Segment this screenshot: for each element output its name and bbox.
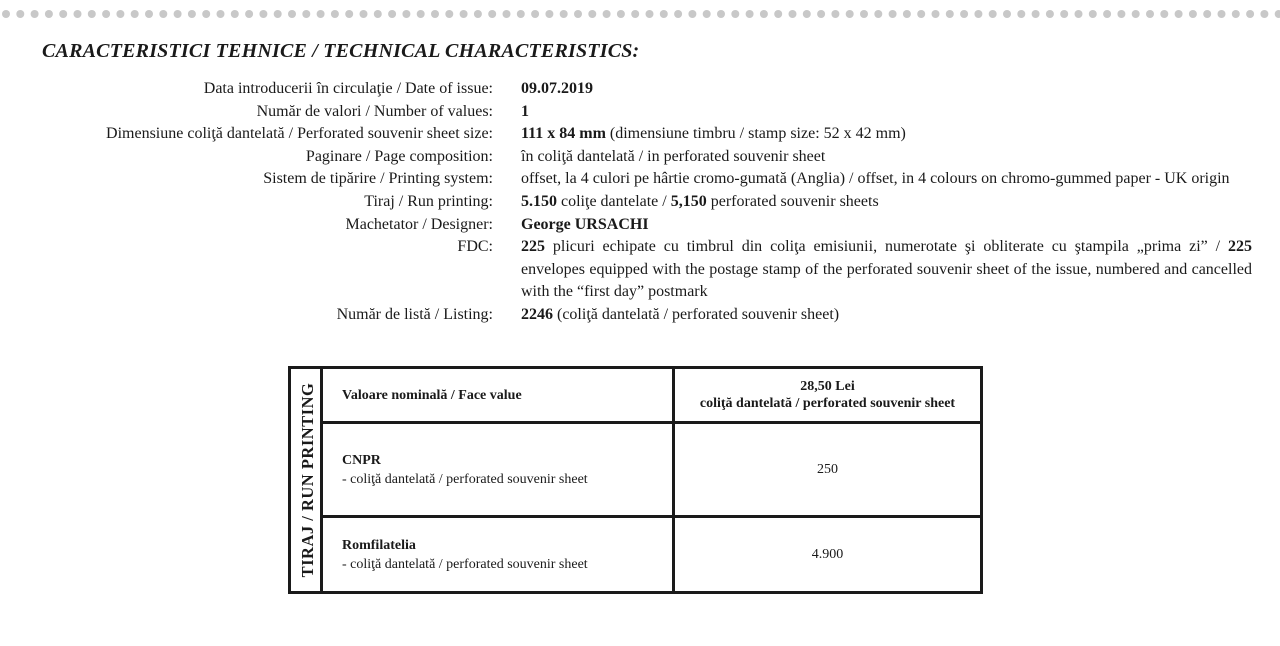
border-dot [145,10,153,18]
spec-label: FDC: [457,238,493,256]
header-face-value-label: Valoare nominală / Face value [342,387,522,403]
border-dot [746,10,754,18]
spec-value-emphasis: 225 [1228,238,1252,256]
spec-row [0,146,1280,169]
border-dot [245,10,253,18]
border-dot [331,10,339,18]
spec-value-emphasis: 225 [521,238,545,256]
spec-label: Paginare / Page composition: [305,147,493,165]
border-dot [231,10,239,18]
side-label: TIRAJ / RUN PRINTING [298,382,317,578]
border-dot [1117,10,1125,18]
side-label-cell [291,369,323,591]
border-dot [1075,10,1083,18]
border-dot [159,10,167,18]
border-dot [217,10,225,18]
border-dot [1103,10,1111,18]
distributor-name: CNPR [342,452,381,468]
border-dot [259,10,267,18]
border-dot [731,10,739,18]
border-dot [131,10,139,18]
spec-value-text: envelopes equipped with the postage stamp of the perforated souvenir sheet of the issue, numbered and cancelled with the “first day” postmark [521,260,1252,301]
border-dot [1046,10,1054,18]
table-header-row [323,369,980,424]
border-dot [874,10,882,18]
header-price: 28,50 Lei [800,379,855,394]
distributor-cell [342,518,630,591]
border-dot [417,10,425,18]
border-dot [789,10,797,18]
border-dot [1218,10,1226,18]
dotted-border-graphic [0,8,1280,20]
border-dot [803,10,811,18]
spec-value-text: plicuri echipate cu timbrul din coliţa emisiunii, numerotate şi obliterate cu ştampila „prima zi” / [545,238,1228,256]
spec-value [521,191,1252,214]
border-dot [374,10,382,18]
border-dot [302,10,310,18]
border-dot [31,10,39,18]
border-dot [545,10,553,18]
border-dot [431,10,439,18]
spec-value-emphasis: 111 x 84 mm [521,125,606,143]
border-dot [116,10,124,18]
border-dot [45,10,53,18]
header-format: coliţă dantelată / perforated souvenir sheet [699,396,956,411]
spec-value-emphasis: 09.07.2019 [521,80,593,97]
border-dot [688,10,696,18]
spec-label: Număr de listă / Listing: [336,305,493,323]
border-dot [360,10,368,18]
table-grid [323,369,980,591]
spec-row [0,236,1280,304]
distributor-cell [342,424,630,515]
quantity-cell [675,518,980,591]
border-dot [517,10,525,18]
spec-label: Tiraj / Run printing: [364,192,493,210]
border-dot [188,10,196,18]
spec-value [521,146,1252,169]
spec-row [0,78,1280,101]
section-heading: CARACTERISTICI TEHNICE / TECHNICAL CHARACTERISTICS: [42,40,640,62]
border-dot [974,10,982,18]
spec-label: Machetator / Designer: [345,215,493,233]
border-dot [202,10,210,18]
border-dot [288,10,296,18]
spec-label: Sistem de tipărire / Printing system: [263,170,493,188]
border-dot [903,10,911,18]
border-dot [660,10,668,18]
spec-value-emphasis: 5.150 [521,192,557,210]
border-dot [617,10,625,18]
spec-value-emphasis: 1 [521,102,529,120]
border-dot [831,10,839,18]
border-dot [1060,10,1068,18]
border-dot [846,10,854,18]
spec-value-emphasis: 2246 [521,305,553,323]
spec-value-text: (coliţă dantelată / perforated souvenir sheet) [553,305,840,323]
border-dot [1232,10,1240,18]
header-face-value-cell [342,369,630,421]
spec-value-emphasis: 5,150 [670,192,707,210]
border-dot [574,10,582,18]
border-dot [1175,10,1183,18]
quantity-cell [675,424,980,515]
border-dot [1275,10,1280,18]
distributor-format: - coliţă dantelată / perforated souvenir sheet [342,471,588,487]
border-dot [274,10,282,18]
border-dot [760,10,768,18]
border-dot [1246,10,1254,18]
distributor-name: Romfilatelia [342,537,416,553]
border-dot [1132,10,1140,18]
header-price-cell [675,369,980,421]
spec-row [0,168,1280,191]
border-dot [646,10,654,18]
border-dot [488,10,496,18]
border-dot [59,10,67,18]
table-row [323,518,980,591]
spec-value [521,78,1252,101]
border-dot [1260,10,1268,18]
border-dot [388,10,396,18]
spec-row [0,304,1280,327]
border-dot [16,10,24,18]
spec-row [0,123,1280,146]
border-dot [1146,10,1154,18]
spec-value-text: offset, la 4 culori pe hârtie cromo-gumată (Anglia) / offset, in 4 colours on chromo-gummed paper - UK origin [521,170,1230,188]
border-dot [1003,10,1011,18]
run-printing-table [288,366,983,594]
border-dot [774,10,782,18]
spec-value-text: în coliţă dantelată / in perforated souvenir sheet [521,147,826,165]
border-dot [474,10,482,18]
dotted-border-top [0,8,1280,20]
spec-value-text: coliţe dantelate / [557,192,671,210]
border-dot [402,10,410,18]
spec-label: Data introducerii în circulaţie / Date of issue: [203,80,493,97]
spec-label: Dimensiune coliţă dantelată / Perforated souvenir sheet size: [106,125,493,143]
quantity-value: 250 [817,462,838,477]
border-dot [717,10,725,18]
border-dot [88,10,96,18]
border-dot [1017,10,1025,18]
border-dot [445,10,453,18]
border-dot [917,10,925,18]
border-dot [560,10,568,18]
border-dot [2,10,10,18]
spec-value [521,101,1252,124]
spec-label: Număr de valori / Number of values: [256,102,493,120]
border-dot [960,10,968,18]
quantity-value: 4.900 [811,547,844,562]
border-dot [1032,10,1040,18]
technical-specs-list [0,78,1280,327]
border-dot [531,10,539,18]
spec-row [0,191,1280,214]
border-dot [674,10,682,18]
border-dot [74,10,82,18]
border-dot [603,10,611,18]
border-dot [631,10,639,18]
border-dot [989,10,997,18]
border-dot [174,10,182,18]
spec-value [521,168,1252,191]
spec-row [0,214,1280,237]
border-dot [460,10,468,18]
spec-value-text: perforated souvenir sheets [706,192,879,210]
spec-value [521,123,1252,146]
border-dot [1189,10,1197,18]
border-dot [1203,10,1211,18]
border-dot [503,10,511,18]
border-dot [703,10,711,18]
table-row [323,424,980,518]
border-dot [860,10,868,18]
border-dot [817,10,825,18]
border-dot [588,10,596,18]
border-dot [1160,10,1168,18]
border-dot [345,10,353,18]
spec-value [521,236,1252,304]
spec-row [0,101,1280,124]
spec-value [521,214,1252,237]
spec-value [521,304,1252,327]
border-dot [946,10,954,18]
spec-value-text: (dimensiune timbru / stamp size: 52 x 42 mm) [605,125,906,143]
border-dot [317,10,325,18]
distributor-format: - coliţă dantelată / perforated souvenir sheet [342,556,588,572]
border-dot [889,10,897,18]
border-dot [102,10,110,18]
border-dot [1089,10,1097,18]
spec-value-emphasis: George URSACHI [521,215,649,233]
border-dot [932,10,940,18]
